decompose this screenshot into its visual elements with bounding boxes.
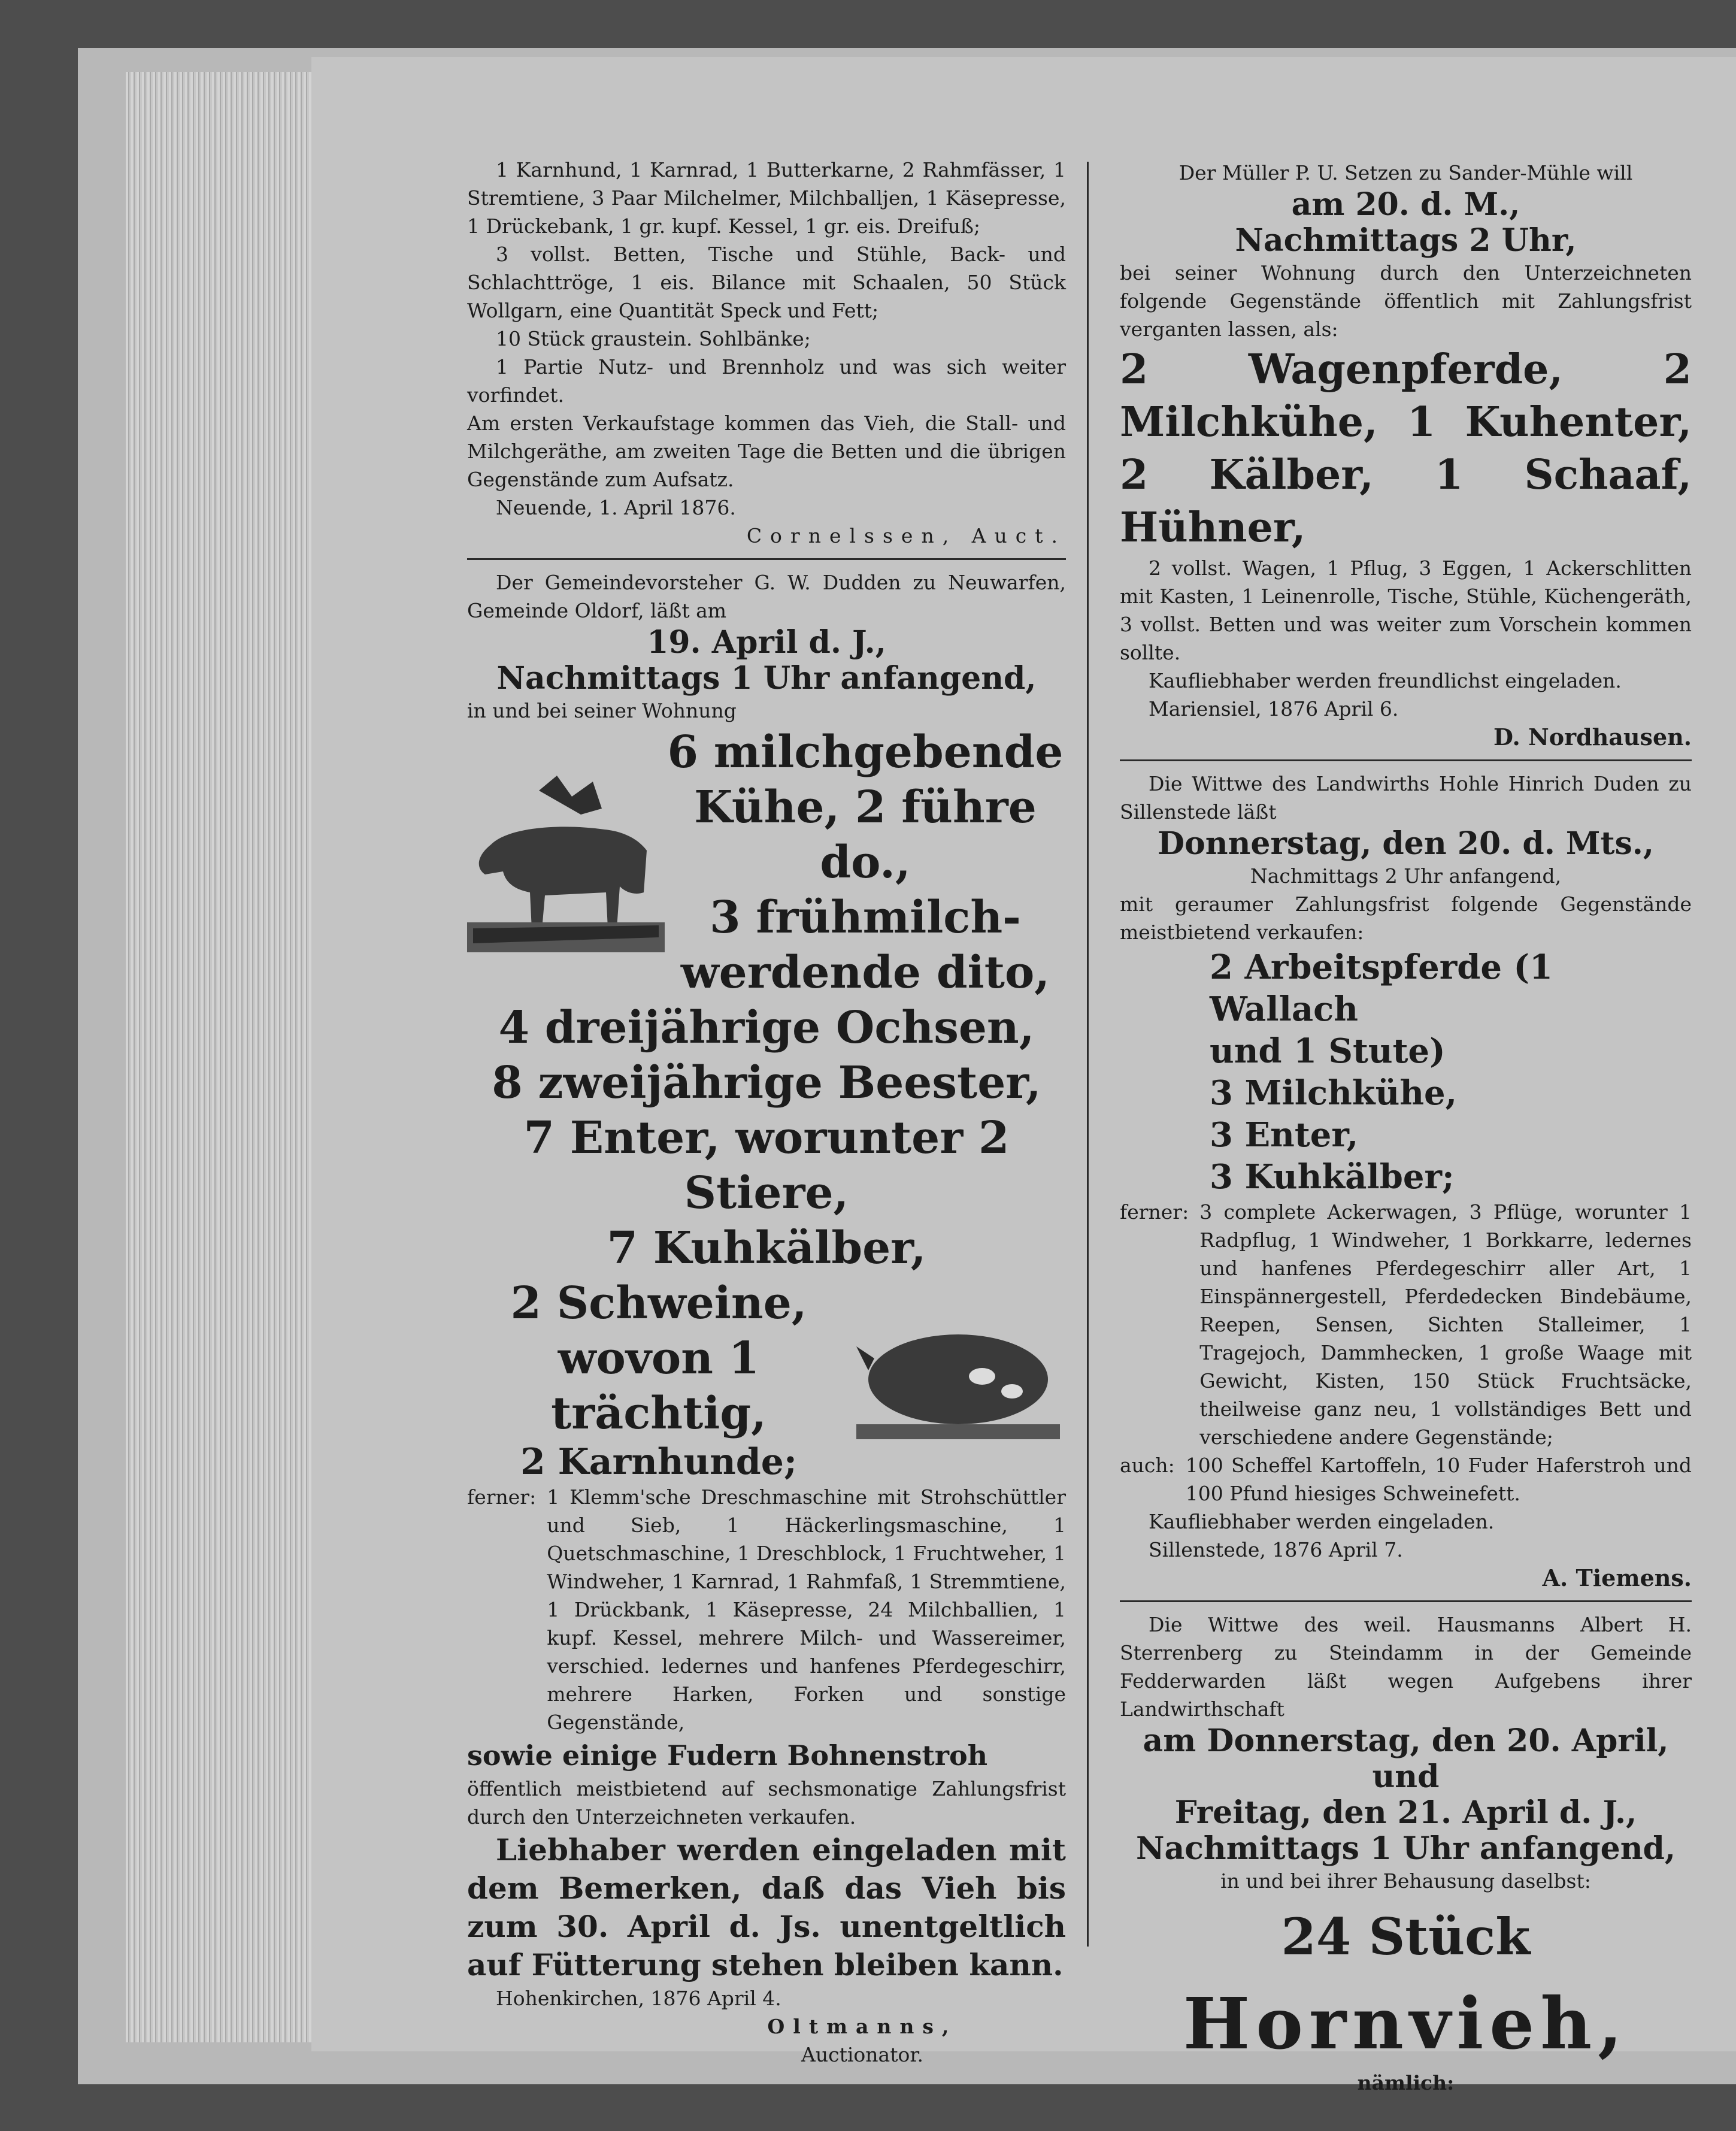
auction-date: am 20. d. M., [1291,186,1520,223]
signature: A. Tiemens. [1542,1564,1692,1591]
ferner-list [467,1483,1066,1736]
ad-separator [1120,1600,1692,1602]
ad-intro: Die Wittwe des Landwirths Hohle Hinrich Duden zu Sillenstede läßt [1120,772,1692,824]
column-rule [1087,162,1089,1947]
ferner-text: 3 complete Ackerwagen, 3 Pflüge, worunter 1 Radpflug, 1 Windweher, 1 Borkkarre, ledernes und hanfenes Pferdegeschirr aller Art, 1 Einspännergestell, Pferdedecken Bindebäume, Reepen, Sensen, Sichten Stalleimer, 1 Tragejoch, Dammhecken, 1 große Waage mit Gewicht, Kisten, 150 Stück Fruchtsäcke, theilweise ganz neu, 1 vollständiges Bett und verschiedene andere Gegenstände; [1199,1200,1692,1449]
pig-block [467,1276,1066,1483]
auction-place: in und bei ihrer Behausung daselbst: [1220,1869,1591,1893]
note-text: Liebhaber werden eingeladen mit dem Bemerken, daß das Vieh bis zum 30. April d. Js. unentgeltlich auf Fütterung stehen bleiben kann. [467,1832,1066,1982]
page-edges [126,72,317,2042]
ferner-text: 1 Klemm'sche Dreschmaschine mit Strohschüttler und Sieb, 1 Häckerlingsmaschine, 1 Quetschmaschine, 1 Dreschblock, 1 Fruchtweher, 1 Windweher, 1 Karnrad, 1 Rahmfaß, 1 Stremmtiene, 1 Drückbank, 1 Käsepresse, 24 Milchballien, 1 kupf. Kessel, mehrere Milch- und Wassereimer, verschied. ledernes und hanfenes Pferdegeschirr, mehrere Harken, Forken und sonstige Gegenstände, [547,1485,1066,1734]
livestock-block [1120,946,1692,1198]
cattle-line: werdende dito, [680,947,1050,998]
pig-line: 2 Schweine, [510,1278,807,1329]
pig-line: wovon 1 trächtig, [551,1333,766,1439]
livestock-line: 3 Kuhkälber; [1210,1157,1455,1197]
headline-word: Hornvieh, [1183,1982,1629,2065]
ad-setzen [1120,159,1692,751]
cow-illustration [467,773,665,952]
cattle-line: Kühe, 2 führe do., [694,782,1037,888]
cattle-line: 6 milchgebende [667,727,1064,778]
ad-line: 3 vollst. Betten, Tische und Stühle, Back- und Schlachttröge, 1 eis. Bilance mit Schaalen, 50 Stück Wollgarn, eine Quantität Speck und Fett; [467,243,1066,322]
cow-block [467,725,1066,1000]
ad-text: bei seiner Wohnung durch den Unterzeichneten folgende Gegenstände öffentlich mit Zahlungsfrist verganten lassen, als: [1120,261,1692,341]
ad-intro: Die Wittwe des weil. Hausmanns Albert H. Sterrenberg zu Steindamm in der Gemeinde Fedderwarden läßt wegen Aufgebens ihrer Landwirthschaft [1120,1613,1692,1721]
ad-line: 1 Karnhund, 1 Karnrad, 1 Butterkarne, 2 Rahmfässer, 1 Stremtiene, 3 Paar Milchelmer, Milchballjen, 1 Käsepresse, 1 Drückebank, 1 gr. kupf. Kessel, 1 gr. eis. Dreifuß; [467,158,1066,238]
place-date: Neuende, 1. April 1876. [496,496,736,519]
auction-date: Donnerstag, den 20. d. Mts., [1158,825,1654,862]
namely-text: nämlich: [1357,2071,1455,2094]
ad-duden [1120,770,1692,1592]
cattle-line: 7 Kuhkälber, [607,1222,926,1274]
auction-date: am Donnerstag, den 20. April, und [1143,1723,1669,1795]
straw-line: sowie einige Fudern Bohnenstroh [467,1739,988,1772]
ad-line: Am ersten Verkaufstage kommen das Vieh, die Stall- und Milchgeräthe, am zweiten Tage die Betten und die übrigen Gegenstände zum Aufsatz. [467,411,1066,491]
auction-time: Nachmittags 2 Uhr anfangend, [1250,864,1562,888]
place-date: Hohenkirchen, 1876 April 4. [496,1987,781,2010]
invite-text: Kaufliebhaber werden eingeladen. [1149,1510,1495,1533]
ad-separator [1120,759,1692,761]
signature-role: Auctionator. [801,2043,923,2066]
pig-illustration [850,1310,1066,1448]
ad-line: 10 Stück graustein. Sohlbänke; [496,327,811,350]
ad-intro: Der Gemeindevorsteher G. W. Dudden zu Neuwarfen, Gemeinde Oldorf, läßt am [467,571,1066,622]
dogs-line: 2 Karnhunde; [520,1441,798,1483]
ad-separator [467,558,1066,560]
auch-text: 100 Scheffel Kartoffeln, 10 Fuder Haferstroh und 100 Pfund hiesiges Schweinefett. [1185,1454,1692,1505]
cattle-line: 3 frühmilch- [710,892,1021,943]
invite-text: Kaufliebhaber werden freundlichst eingeladen. [1149,669,1622,692]
signature: Cornelssen, Auct. [746,524,1066,547]
auction-time: Nachmittags 1 Uhr anfangend, [496,660,1037,697]
auction-time: Nachmittags 1 Uhr anfangend, [1136,1830,1676,1867]
auch-list [1120,1451,1692,1508]
signature: Oltmanns, [767,2015,958,2038]
ferner-list [1120,1198,1692,1451]
signature: D. Nordhausen. [1493,724,1692,750]
ad-text: mit geraumer Zahlungsfrist folgende Gegenstände meistbietend verkaufen: [1120,892,1692,944]
auction-date: Freitag, den 21. April d. J., [1174,1794,1637,1831]
livestock-line: 2 Arbeitspferde (1 Wallach [1210,948,1553,1029]
place-date: Sillenstede, 1876 April 7. [1149,1538,1403,1561]
auch-label: auch: [1120,1454,1175,1477]
ad-sterrenberg [1120,1611,1692,2097]
ad-dudden [467,568,1066,2069]
terms-text: öffentlich meistbietend auf sechsmonatige Zahlungsfrist durch den Unterzeichneten verkaufen. [467,1777,1066,1829]
ad-text: 2 vollst. Wagen, 1 Pflug, 3 Eggen, 1 Ackerschlitten mit Kasten, 1 Leinenrolle, Tische, Stühle, Küchengeräth, 3 vollst. Betten und was weiter zum Vorschein kommen sollte. [1120,556,1692,664]
cattle-line: 7 Enter, worunter 2 Stiere, [523,1112,1010,1219]
ferner-label: ferner: [467,1485,537,1509]
place-date: Mariensiel, 1876 April 6. [1149,697,1399,721]
right-column [1120,159,1692,2097]
auction-date: 19. April d. J., [647,624,886,661]
ad-cornelssen [467,156,1066,550]
auction-time: Nachmittags 2 Uhr, [1235,222,1577,259]
livestock-line: 3 Enter, [1210,1115,1359,1155]
cattle-line: 8 zweijährige Beester, [492,1057,1041,1109]
ad-intro: Der Müller P. U. Setzen zu Sander-Mühle will [1178,161,1633,184]
headline-count: 24 Stück [1281,1907,1531,1966]
auction-place: in und bei seiner Wohnung [467,699,737,722]
livestock-list: 2 Wagenpferde, 2 Milchkühe, 1 Kuhenter, 2 Kälber, 1 Schaaf, Hühner, [1120,346,1692,552]
left-column [467,156,1066,2069]
livestock-line: und 1 Stute) [1210,1031,1446,1071]
cattle-line: 4 dreijährige Ochsen, [498,1002,1035,1054]
livestock-line: 3 Milchkühe, [1210,1073,1458,1113]
ferner-label: ferner: [1120,1200,1189,1224]
ad-line: 1 Partie Nutz- und Brennholz und was sich weiter vorfindet. [467,355,1066,407]
